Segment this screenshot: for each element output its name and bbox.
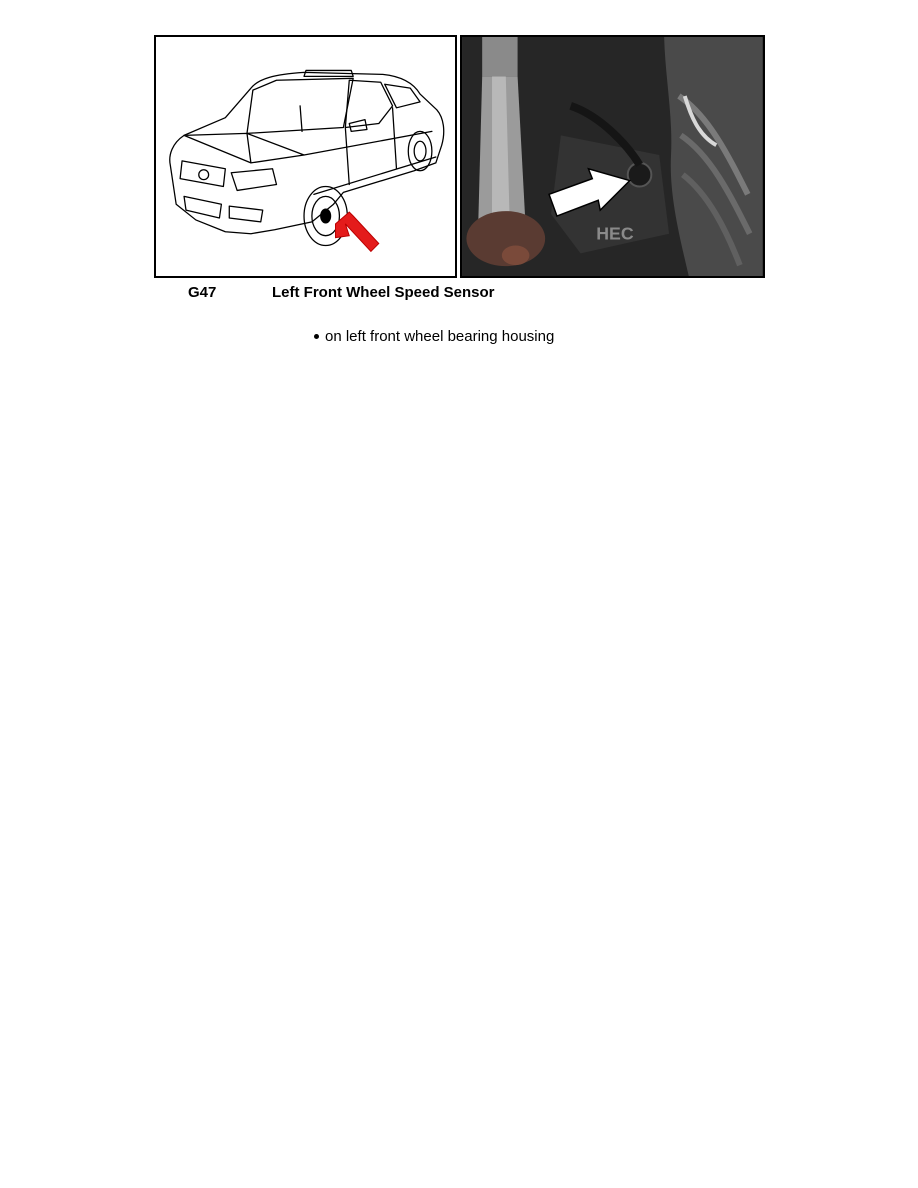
housing-markings: HEC [596, 223, 634, 244]
sedan-line-drawing [156, 37, 455, 276]
component-code: G47 [188, 284, 217, 301]
bullet-icon [314, 334, 319, 339]
sensor-location-photo [460, 35, 765, 278]
location-note [314, 328, 554, 345]
wheel-hub-photo [462, 37, 763, 276]
sensor-location-arrow [335, 212, 378, 251]
component-title: Left Front Wheel Speed Sensor [272, 284, 495, 301]
location-note-text: on left front wheel bearing housing [325, 328, 555, 345]
vehicle-location-illustration [154, 35, 457, 278]
